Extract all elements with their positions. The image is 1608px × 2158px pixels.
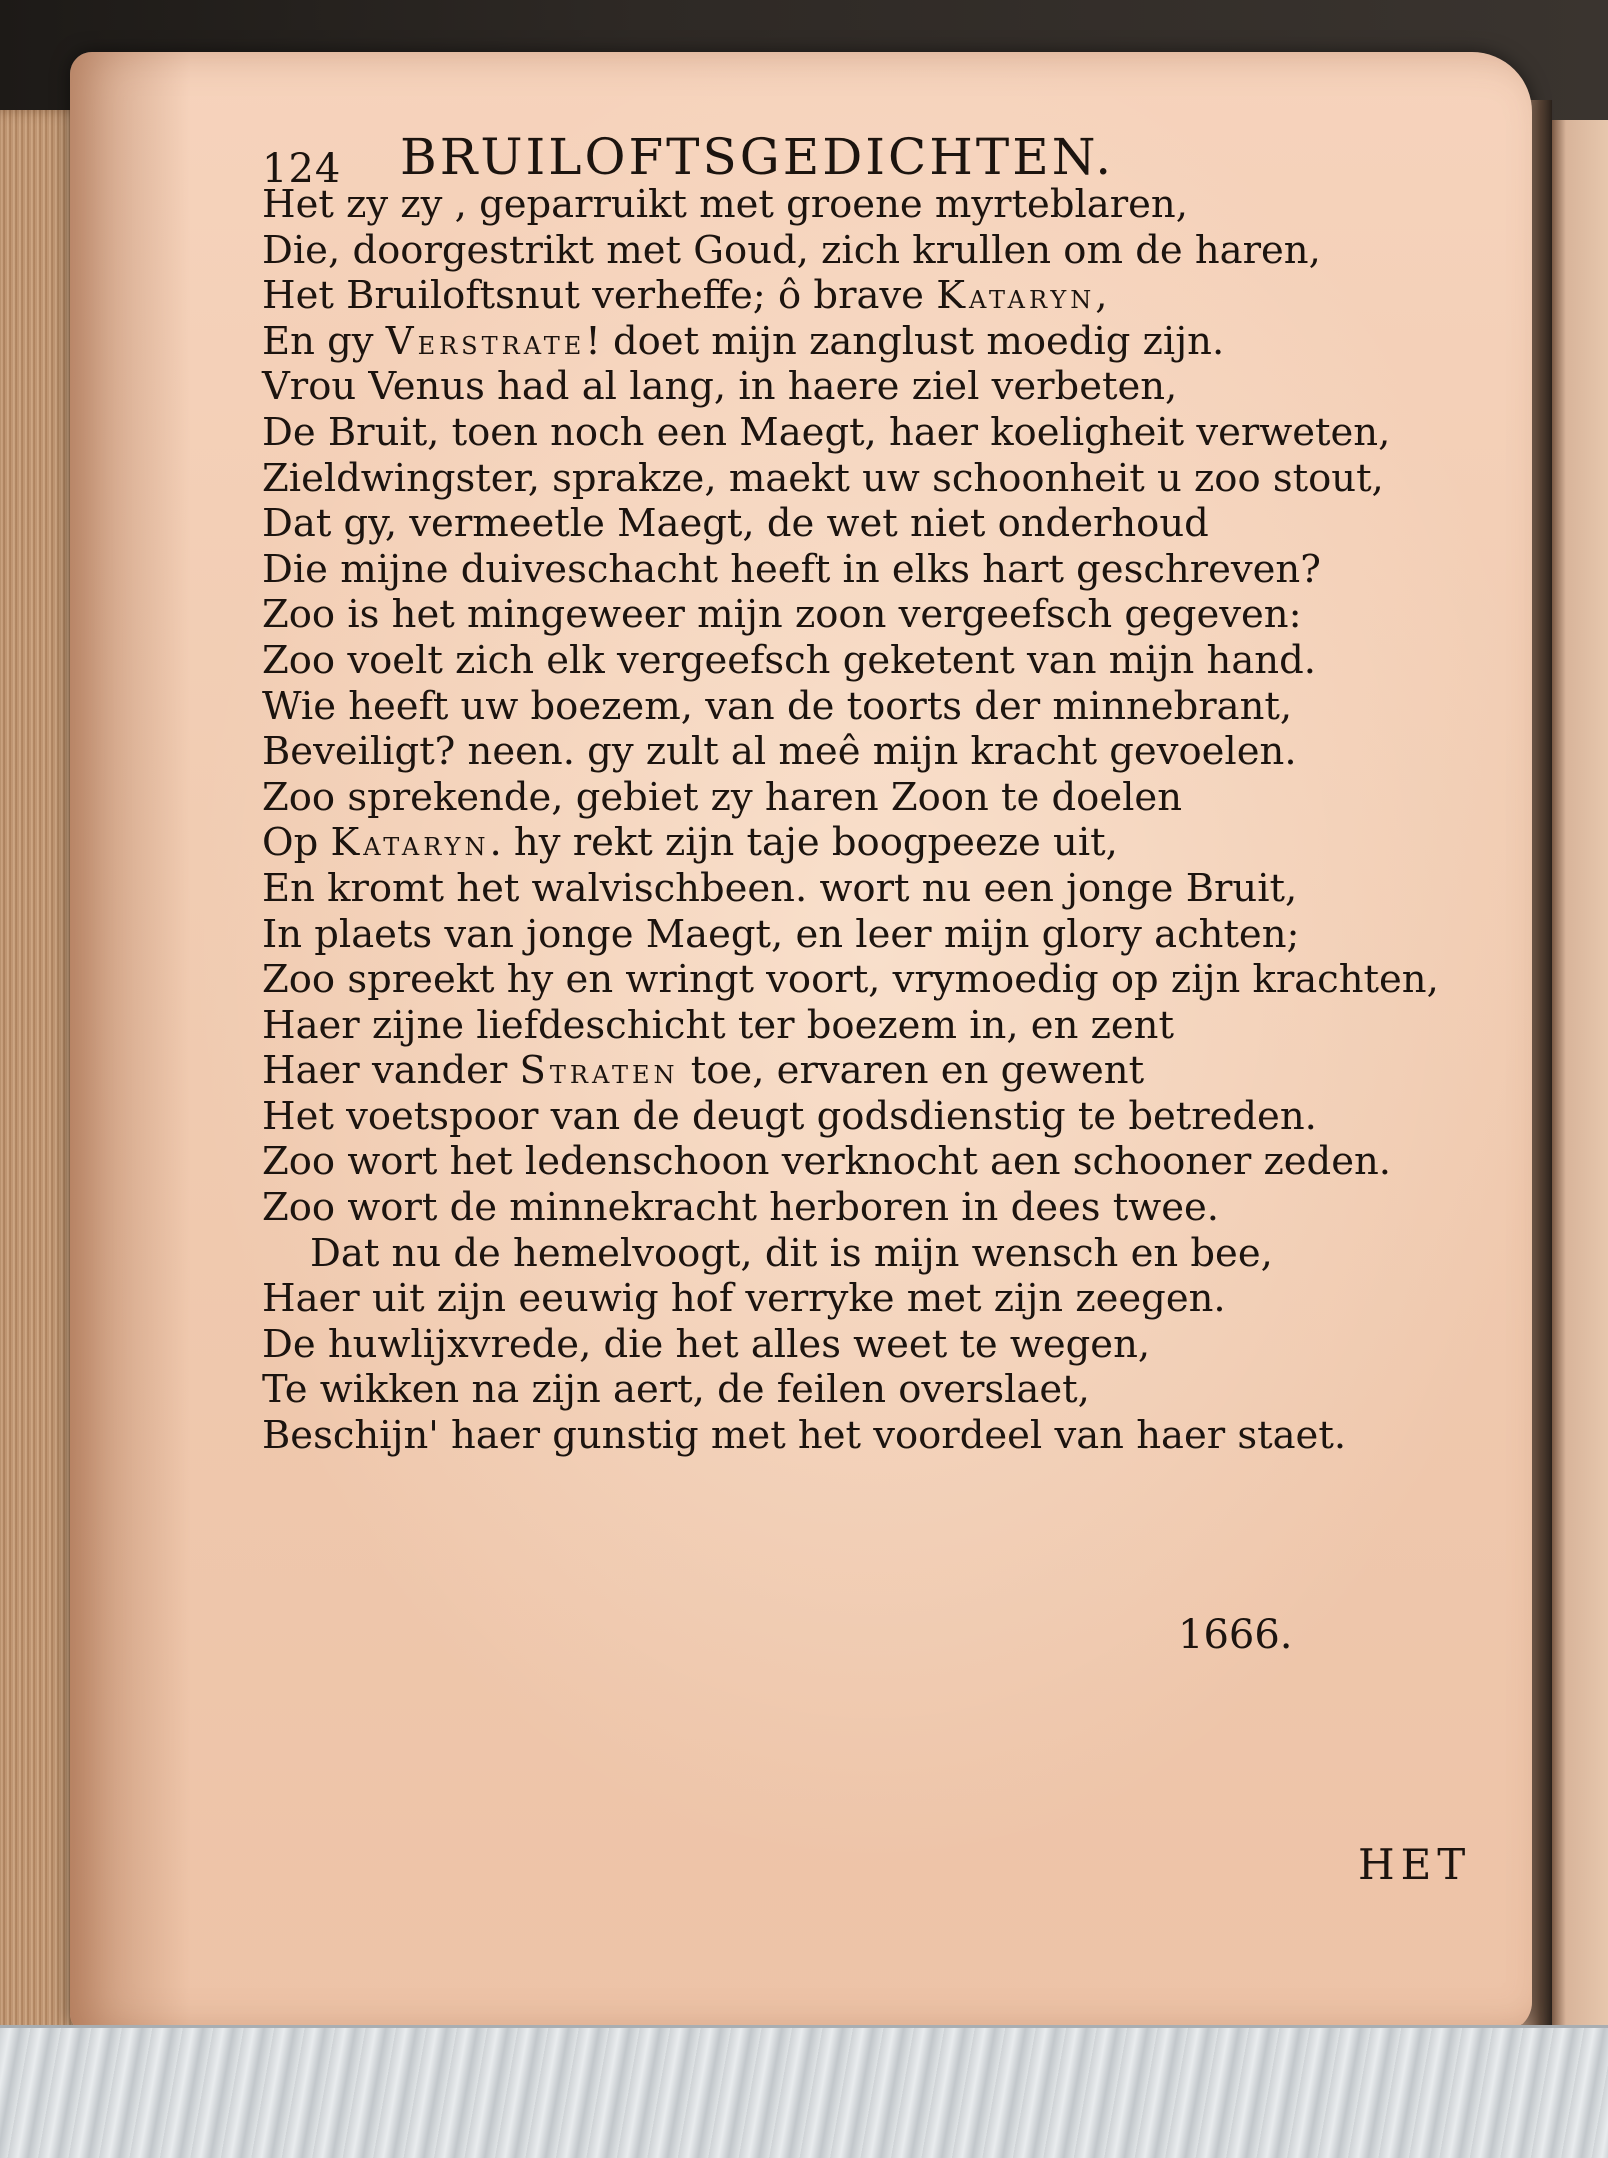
poem-line-text: Zieldwingster, sprakze, maekt uw schoonheit u zoo stout, [262,455,1384,501]
poem-line-text: Beveiligt? neen. gy zult al meê mijn kracht gevoelen. [262,729,1297,775]
page-number: 124 [262,146,342,192]
poem-line [262,182,1502,228]
poem-line [262,1322,1502,1368]
poem-line [262,1048,1502,1094]
poem-line [262,592,1502,638]
poem-date: 1666. [1178,1612,1293,1658]
small-caps-name: STRATEN [519,1048,679,1094]
poem-line-text: . hy rekt zijn taje boogpeeze uit, [489,820,1118,866]
poem-line-text: En gy [262,318,386,364]
poem-line [262,410,1502,456]
poem-line-text: De huwlijxvrede, die het alles weet te wegen, [262,1321,1151,1367]
poem-line-text: Te wikken na zijn aert, de feilen overslaet, [262,1367,1090,1413]
poem-line [262,638,1502,684]
poem-line-text: Dat nu de hemelvoogt, dit is mijn wensch en bee, [310,1230,1273,1276]
poem-line [262,364,1502,410]
poem-line [262,684,1502,730]
poem-line [262,912,1502,958]
poem-line [262,456,1502,502]
poem-line-text: Het Bruiloftsnut verheffe; ô brave [262,273,937,319]
running-title: BRUILOFTSGEDICHTEN. [400,128,1115,186]
poem-line [262,1276,1502,1322]
poem-line [262,1231,1502,1277]
poem-line [262,729,1502,775]
poem-line [262,1367,1502,1413]
poem-line [262,820,1502,866]
poem-line [262,319,1502,365]
poem-line-text: Die mijne duiveschacht heeft in elks hart geschreven? [262,546,1321,592]
poem-line [262,1094,1502,1140]
book-page [70,52,1532,2032]
poem-line [262,501,1502,547]
poem-text [262,182,1502,1459]
poem-line-text: In plaets van jonge Maegt, en leer mijn glory achten; [262,911,1300,957]
catchword: HET [1358,1840,1472,1889]
poem-line-text: Het zy zy , geparruikt met groene myrteblaren, [262,182,1188,227]
poem-line-text: Het voetspoor van de deugt godsdienstig te betreden. [262,1093,1317,1139]
poem-line-text: Wie heeft uw boezem, van de toorts der minnebrant, [262,683,1293,729]
poem-line [262,1413,1502,1459]
poem-line-text: Die, doorgestrikt met Goud, zich krullen om de haren, [262,227,1321,273]
right-page-edge [1552,120,1608,2080]
poem-line [262,273,1502,319]
book-cushion [0,2025,1608,2158]
poem-line-text: Haer zijne liefdeschicht ter boezem in, en zent [262,1002,1174,1048]
poem-line [262,1003,1502,1049]
small-caps-name: KATARYN [330,820,490,866]
small-caps-name: KATARYN [936,273,1096,319]
poem-line-text: Zoo sprekende, gebiet zy haren Zoon te doelen [262,774,1183,820]
small-caps-name: VERSTRATE [385,318,586,364]
poem-line-text: ! doet mijn zanglust moedig zijn. [585,318,1225,364]
poem-line-text: En kromt het walvischbeen. wort nu een jonge Bruit, [262,865,1298,911]
poem-line-text: Vrou Venus had al lang, in haere ziel verbeten, [262,364,1178,410]
poem-line-text: Zoo is het mingeweer mijn zoon vergeefsch gegeven: [262,592,1302,638]
poem-line-text: , [1095,273,1108,319]
poem-line [262,1139,1502,1185]
poem-line-text: toe, ervaren en gewent [678,1048,1145,1094]
poem-line-text: Op [262,820,331,866]
poem-line [262,775,1502,821]
poem-line-text: Zoo spreekt hy en wringt voort, vrymoedig op zijn krachten, [262,957,1439,1003]
poem-line [262,866,1502,912]
poem-line-text: De Bruit, toen noch een Maegt, haer koeligheit verweten, [262,409,1391,455]
poem-line-text: Dat gy, vermeetle Maegt, de wet niet onderhoud [262,501,1209,547]
poem-line [262,957,1502,1003]
poem-line-text: Beschijn' haer gunstig met het voordeel van haer staet. [262,1413,1347,1459]
poem-line-text: Zoo wort het ledenschoon verknocht aen schooner zeden. [262,1139,1392,1185]
page-shadow [70,52,190,2032]
bleed-through-text [300,1632,1500,1952]
poem-line-text: Zoo wort de minnekracht herboren in dees twee. [262,1185,1220,1231]
poem-line [262,228,1502,274]
poem-line-text: Haer uit zijn eeuwig hof verryke met zijn zeegen. [262,1276,1226,1322]
poem-line-text: Zoo voelt zich elk vergeefsch geketent van mijn hand. [262,637,1316,683]
poem-line [262,1185,1502,1231]
poem-line-text: Haer vander [262,1048,520,1094]
poem-line [262,547,1502,593]
